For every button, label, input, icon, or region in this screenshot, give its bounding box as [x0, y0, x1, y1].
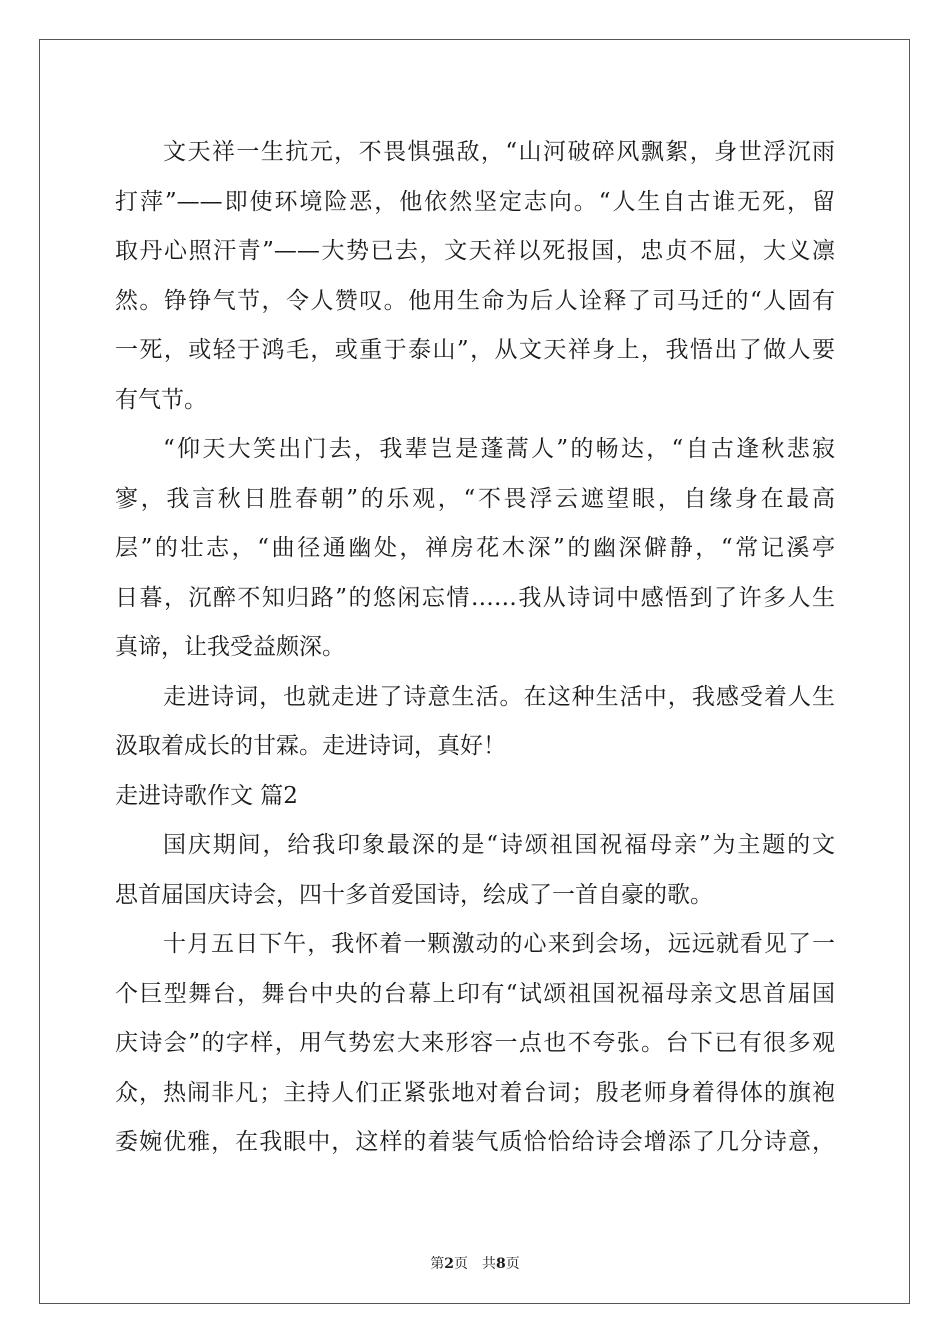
- text-line: 走进诗词，也就走进了诗意生活。在这种生活中，我感受着人生: [163, 683, 835, 710]
- text-line: 取丹心照汗青”——大势已去，文天祥以死报国，忠贞不屈，大义凛: [115, 238, 835, 264]
- text-line: 个巨型舞台，舞台中央的台幕上印有“试颂祖国祝福母亲文思首届国: [115, 980, 835, 1007]
- text-line: 层”的壮志，“曲径通幽处，禅房花木深”的幽深僻静，“常记溪亭: [115, 535, 835, 561]
- text-line: 寥，我言秋日胜春朝”的乐观，“不畏浮云遮望眼，自缘身在最高: [115, 485, 835, 512]
- text-line: 一死，或轻于鸿毛，或重于泰山”，从文天祥身上，我悟出了做人要: [115, 337, 835, 363]
- paragraph: [115, 128, 835, 425]
- text-line: 文天祥一生抗元，不畏惧强敌，“山河破碎风飘絮，身世浮沉雨: [163, 139, 835, 165]
- text-line: 真谛，让我受益颇深。: [115, 634, 345, 660]
- text-line: 日暮，沉醉不知归路”的悠闲忘情……我从诗词中感悟到了许多人生: [115, 584, 835, 611]
- page-number: 2: [444, 1256, 454, 1272]
- text-line: 打萍”——即使环境险恶，他依然坚定志向。“人生自古谁无死，留: [115, 188, 835, 215]
- text-line: 委婉优雅，在我眼中，这样的着装气质恰恰给诗会增添了几分诗意，: [115, 1129, 835, 1155]
- paragraph: [115, 920, 835, 1168]
- footer-total-prefix: 共: [482, 1256, 496, 1272]
- total-pages: 8: [496, 1256, 506, 1272]
- text-line: 众，热闹非凡；主持人们正紧张地对着台词；殷老师身着得体的旗袍: [115, 1079, 835, 1106]
- section-heading: 走进诗歌作文 篇2: [115, 782, 298, 809]
- text-line: 然。铮铮气节，令人赞叹。他用生命为后人诠释了司马迁的“人固有: [115, 287, 835, 314]
- text-line: 思首届国庆诗会，四十多首爱国诗，绘成了一首自豪的歌。: [115, 881, 713, 908]
- text-line: 有气节。: [115, 386, 207, 413]
- document-body: [115, 128, 835, 1168]
- text-line: 汲取着成长的甘霖。走进诗词，真好！: [115, 733, 506, 759]
- paragraph: [115, 821, 835, 920]
- footer-page-suffix: 页: [454, 1256, 468, 1272]
- footer-total-suffix: 页: [505, 1256, 520, 1272]
- page-footer: [0, 1253, 950, 1273]
- text-line: 国庆期间，给我印象最深的是“诗颂祖国祝福母亲”为主题的文: [163, 832, 835, 858]
- paragraph: [115, 673, 835, 772]
- text-line: 庆诗会”的字样，用气势宏大来形容一点也不夸张。台下已有很多观: [115, 1030, 835, 1056]
- footer-prefix: 第: [430, 1256, 445, 1272]
- text-line: “仰天大笑出门去，我辈岂是蓬蒿人”的畅达，“自古逢秋悲寂: [163, 436, 835, 462]
- text-line: 十月五日下午，我怀着一颗激动的心来到会场，远远就看见了一: [163, 931, 835, 957]
- paragraph: [115, 425, 835, 673]
